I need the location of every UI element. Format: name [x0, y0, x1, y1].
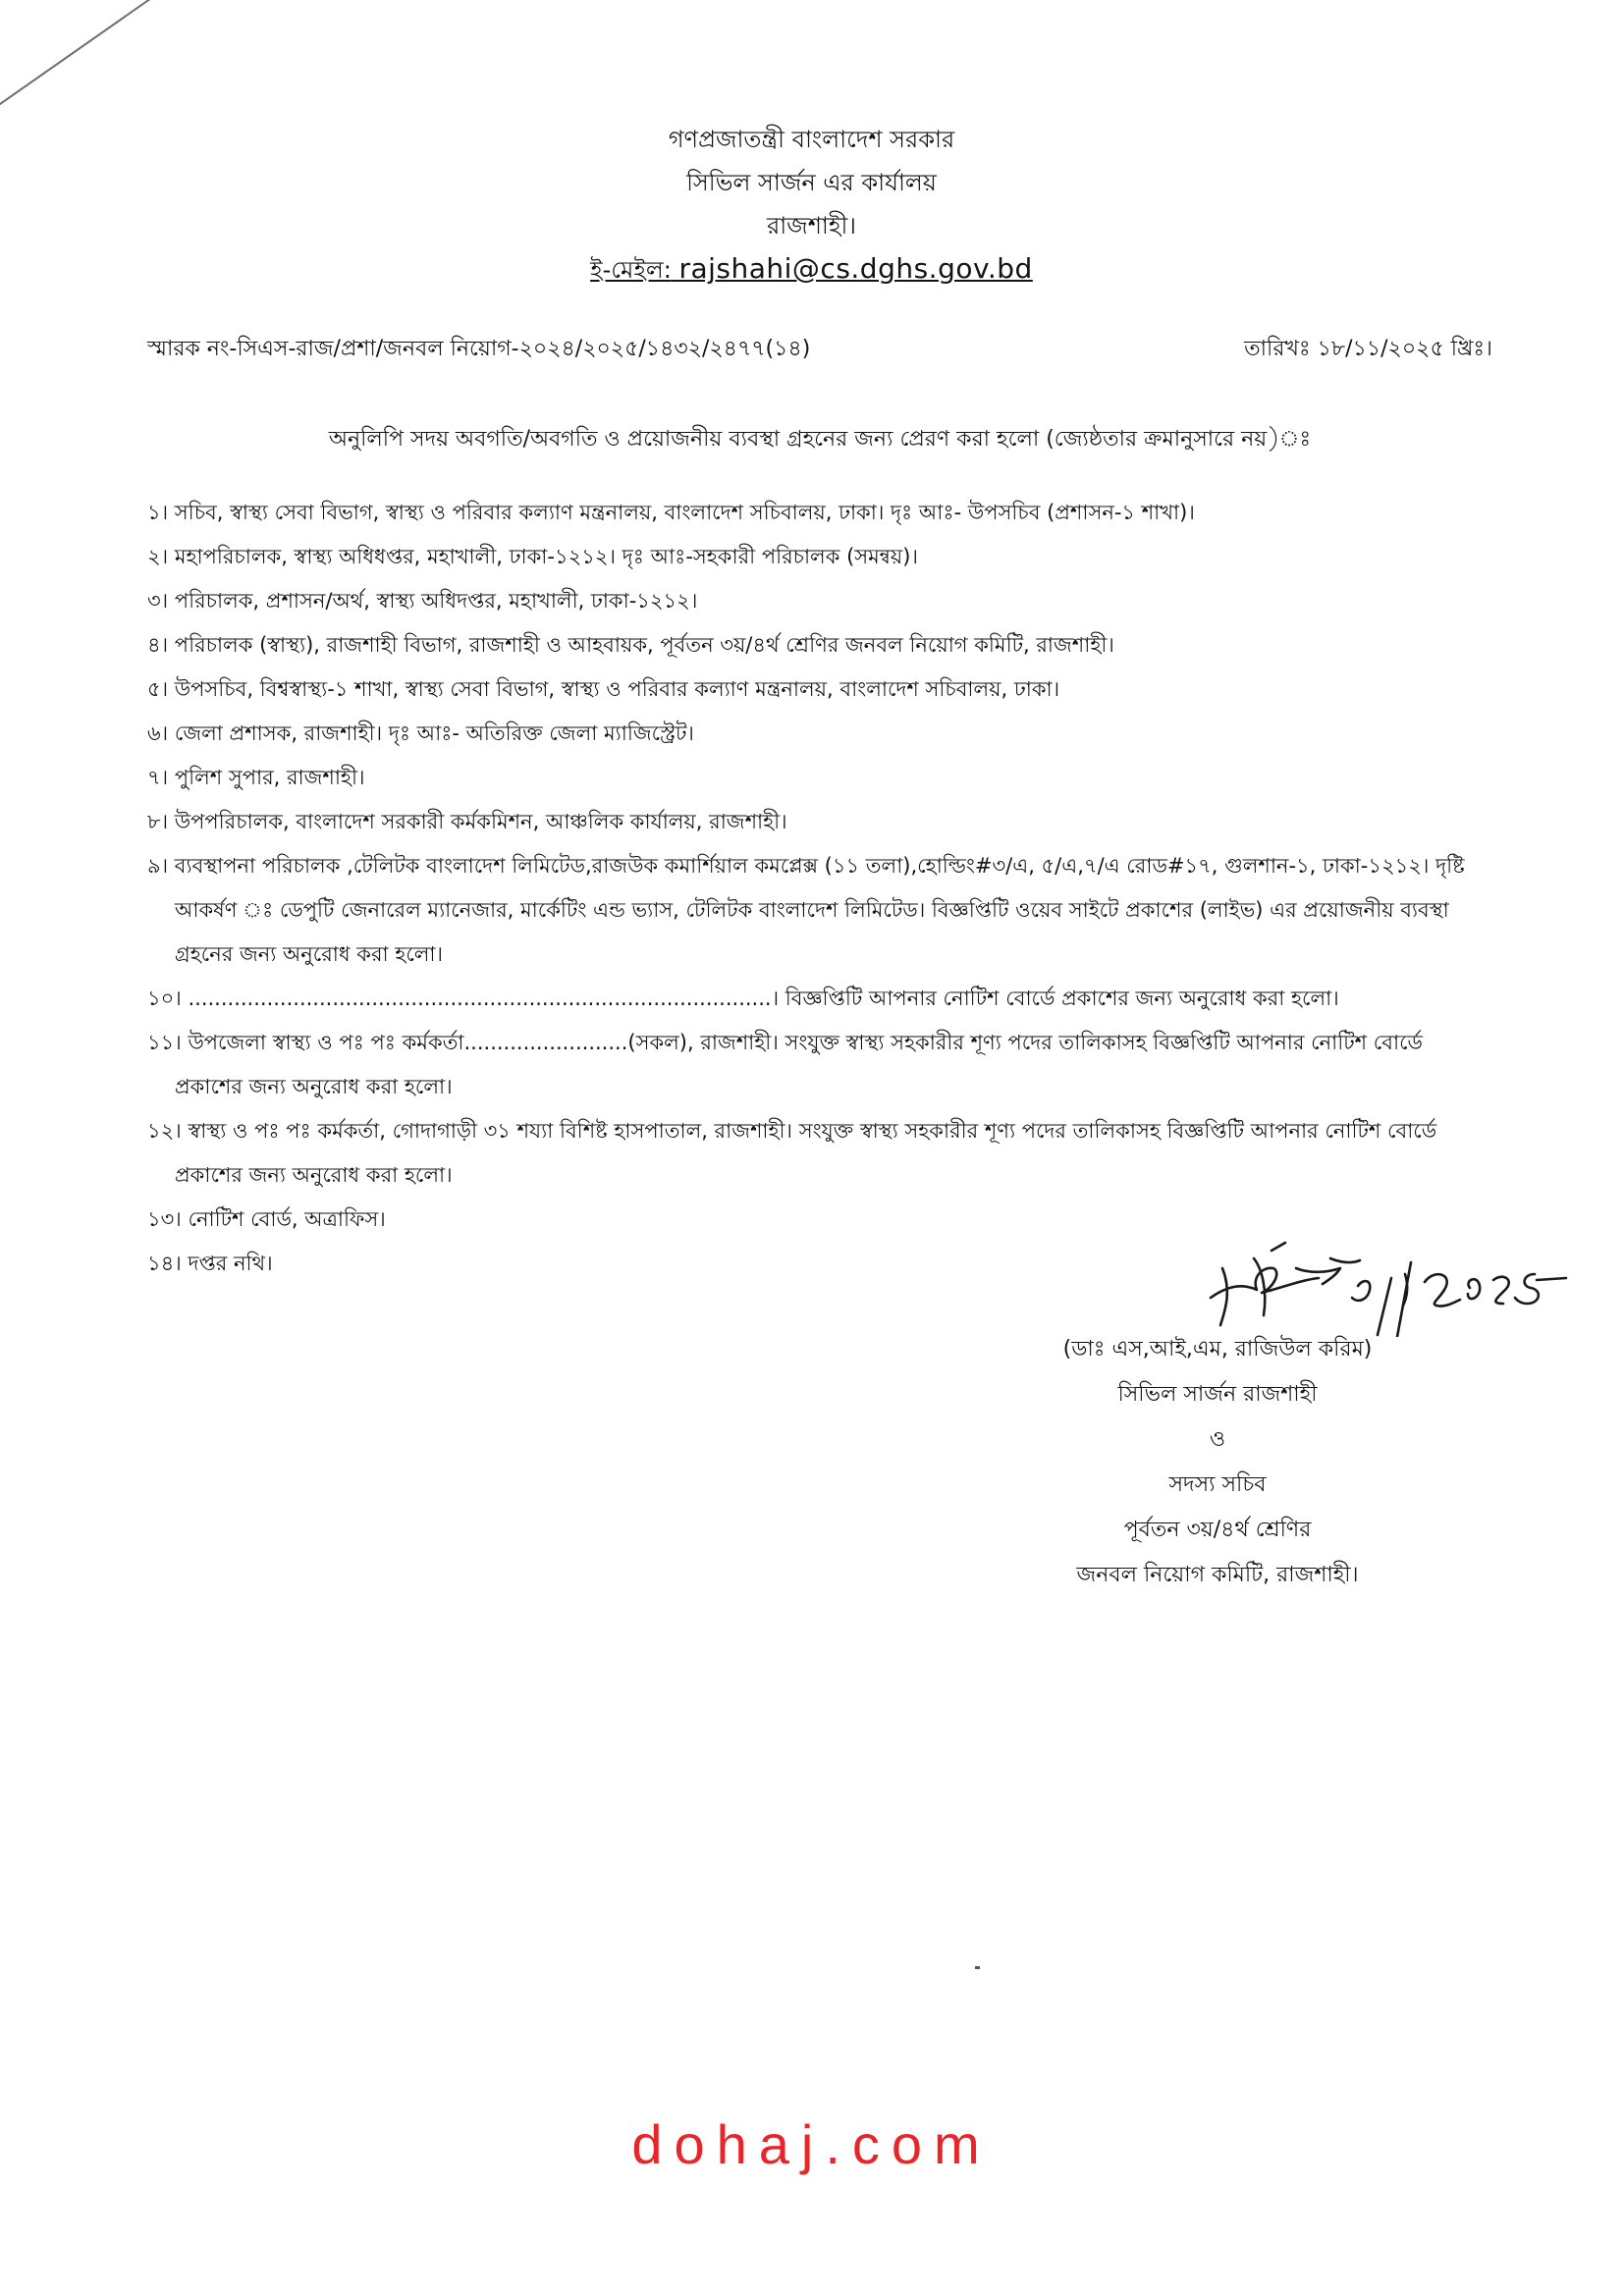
signatory-and: ও: [1209, 1427, 1226, 1452]
handwritten-signature: [1203, 1239, 1576, 1337]
list-item: ১। সচিব, স্বাস্থ্য সেবা বিভাগ, স্বাস্থ্য ও পরিবার কল্যাণ মন্ত্রনালয়, বাংলাদেশ সচিবালয়, ঢাকা। দৃঃ আঃ- উপসচিব (প্রশাসন-১ শাখা)।: [147, 501, 1195, 524]
list-item: ১৪। দপ্তর নথি।: [147, 1252, 273, 1275]
email-line: [0, 247, 1623, 292]
signatory-designation: সিভিল সার্জন রাজশাহী: [1117, 1382, 1318, 1407]
list-item: ৯। ব্যবস্থাপনা পরিচালক ,টেলিটক বাংলাদেশ লিমিটেড,রাজউক কমার্শিয়াল কমপ্লেক্স (১১ তলা),হোল্ডিং#৩/এ, ৫/এ,৭/এ রোড#১৭, গুলশান-১, ঢাকা-১২১২। দৃষ্টি আকর্ষণ ঃ ডেপুটি জেনারেল ম্যানেজার, মার্কেটিং এন্ড ভ্যাস, টেলিটক বাংলাদেশ লিমিটেড। বিজ্ঞপ্তিটি ওয়েব সাইটে প্রকাশের (লাইভ) এর প্রয়োজনীয় ব্যবস্থা গ্রহনের জন্য অনুরোধ করা হলো।: [147, 854, 1465, 966]
list-item: ১০। .........................................................................................। বিজ্ঞপ্তিটি আপনার নোটিশ বোর্ডে প্রকাশের জন্য অনুরোধ করা হলো।: [147, 987, 1339, 1010]
committee-line-1: পূর্বতন ৩য়/৪র্থ শ্রেণির: [1123, 1518, 1312, 1542]
list-item: ৫। উপসচিব, বিশ্বস্বাস্থ্য-১ শাখা, স্বাস্থ্য সেবা বিভাগ, স্বাস্থ্য ও পরিবার কল্যাণ মন্ত্রনালয়, বাংলাদেশ সচিবালয়, ঢাকা।: [147, 677, 1060, 701]
email-address: rajshahi@cs.dghs.gov.bd: [678, 252, 1033, 285]
list-item: ১১। উপজেলা স্বাস্থ্য ও পঃ পঃ কর্মকর্তা.........................(সকল), রাজশাহী। সংযুক্ত স্বাস্থ্য সহকারীর শূণ্য পদের তালিকাসহ বিজ্ঞপ্তিটি আপনার নোটিশ বোর্ডে প্রকাশের জন্য অনুরোধ করা হলো।: [147, 1031, 1423, 1098]
list-item: ২। মহাপরিচালক, স্বাস্থ্য অধিধপ্তর, মহাখালী, ঢাকা-১২১২। দৃঃ আঃ-সহকারী পরিচালক (সমন্বয়)।: [147, 545, 919, 568]
office-name: সিভিল সার্জন এর কার্যালয়: [686, 169, 937, 196]
signatory-name: (ডাঃ এস,আই,এম, রাজিউল করিম): [1062, 1337, 1373, 1362]
recipient-list: [147, 491, 1492, 1286]
list-item: ৮। উপপরিচালক, বাংলাদেশ সরকারী কর্মকমিশন, আঞ্চলিক কার্যালয়, রাজশাহী।: [147, 810, 787, 833]
list-item: ১৩। নোটিশ বোর্ড, অত্রাফিস।: [147, 1207, 386, 1231]
list-item: ৩। পরিচালক, প্রশাসন/অর্থ, স্বাস্থ্য অধিদপ্তর, মহাখালী, ঢাকা-১২১২।: [147, 589, 698, 613]
signatory-role: সদস্য সচিব: [1168, 1472, 1267, 1497]
signatory-block: [943, 1327, 1492, 1598]
memo-date: তারিখঃ ১৮/১১/২০২৫ খ্রিঃ।: [1244, 337, 1492, 361]
memo-number: স্মারক নং-সিএস-রাজ/প্রশা/জনবল নিয়োগ-২০২৪/২০২৫/১৪৩২/২৪৭৭(১৪): [147, 337, 811, 361]
govt-name: গণপ্রজাতন্ত্রী বাংলাদেশ সরকার: [668, 126, 955, 153]
list-item: ১২। স্বাস্থ্য ও পঃ পঃ কর্মকর্তা, গোদাগাড়ী ৩১ শয্যা বিশিষ্ট হাসপাতাল, রাজশাহী। সংযুক্ত স্বাস্থ্য সহকারীর শূণ্য পদের তালিকাসহ বিজ্ঞপ্তিটি আপনার নোটিশ বোর্ডে প্রকাশের জন্য অনুরোধ করা হলো।: [147, 1119, 1437, 1187]
list-item: ৪। পরিচালক (স্বাস্থ্য), রাজশাহী বিভাগ, রাজশাহী ও আহবায়ক, পূর্বতন ৩য়/৪র্থ শ্রেণির জনবল নিয়োগ কমিটি, রাজশাহী।: [147, 633, 1114, 657]
letterhead: [0, 118, 1623, 292]
distribution-intro: অনুলিপি সদয় অবগতি/অবগতি ও প্রয়োজনীয় ব্যবস্থা গ্রহনের জন্য প্রেরণ করা হলো (জ্যেষ্ঠতার ক্রমানুসারে নয়)ঃ: [328, 427, 1312, 452]
scan-corner-mark: [0, 0, 232, 112]
email-label: ই-মেইল:: [590, 256, 672, 284]
list-item: ৭। পুলিশ সুপার, রাজশাহী।: [147, 766, 365, 789]
committee-line-2: জনবল নিয়োগ কমিটি, রাজশাহী।: [1076, 1563, 1359, 1587]
list-item: ৬। জেলা প্রশাসক, রাজশাহী। দৃঃ আঃ- অতিরিক্ত জেলা ম্যাজিস্ট্রেট।: [147, 721, 694, 745]
office-location: রাজশাহী।: [767, 212, 856, 240]
watermark-text: dohaj.com: [631, 2113, 992, 2175]
scan-speck: [975, 1966, 980, 1969]
